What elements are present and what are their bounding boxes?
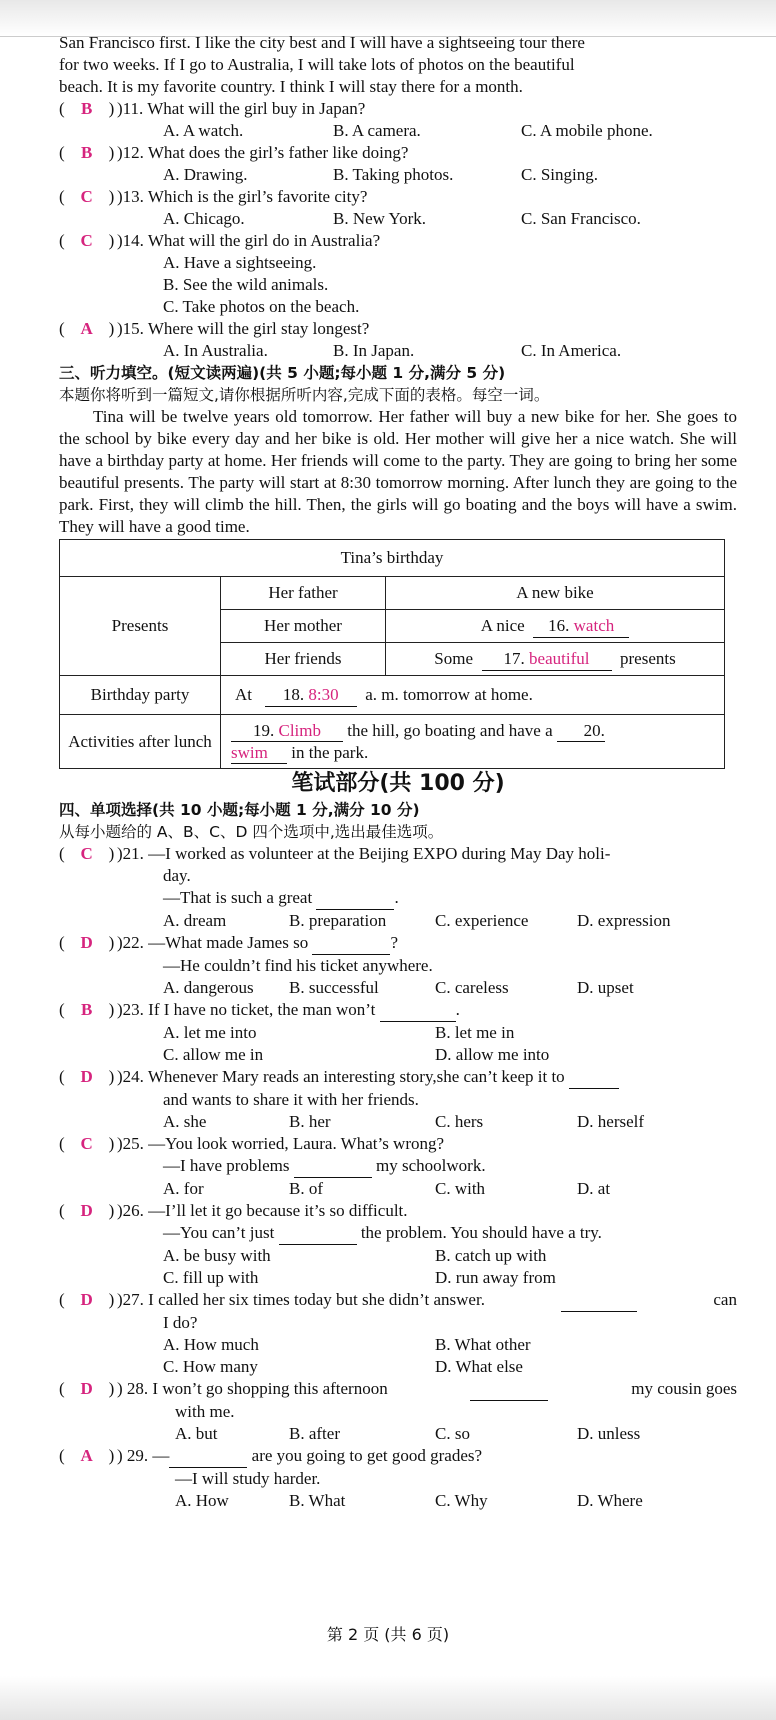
section-3-instruction: 本题你将听到一篇短文,请你根据所听内容,完成下面的表格。每空一词。 — [59, 386, 550, 404]
answer-blank — [470, 1378, 548, 1401]
section-3-passage: Tina will be twelve years old tomorrow. Her father will buy a new bike for her. She goes to the school by bike every day and her bike is old. Her mother will give her a nice watch. She will have a birthday party at home. Her friends will come to the party. They are going to bring her some beautiful presents. The party will start at 8:30 tomorrow morning. After lunch they are going to the park. First, they will climb the hill. Then, the girls will go boating and the boys will have a swim. They will have a good time. — [59, 407, 737, 536]
blank-19-20-cell: 19. Climb the hill, go boating and have a 20. swim in the park. — [221, 715, 725, 769]
birthday-table: Tina’s birthday Presents Her father A new bike Her mother A nice 16. watch Her friends Some 17. beautiful presents Birthday party At 18. 8:30 a. m. tomorrow at home. Activities after lunch 19. Climb the hill, go boating and have a 20. swim in the park. — [59, 539, 725, 769]
question-24: ( D ) )24. Whenever Mary reads an interesting story,she can’t keep it to and wants to share it with her friends. A. she B. her C. hers D. herself — [59, 1067, 645, 1131]
blank-17-cell: Some 17. beautiful presents — [386, 643, 725, 676]
section-3-heading: 三、听力填空。(短文读两遍)(共 5 小题;每小题 1 分,满分 5 分) — [59, 364, 506, 382]
question-14: ( C ) )14. What will the girl do in Australia? A. Have a sightseeing. B. See the wild animals. C. Take photos on the beach. — [59, 231, 381, 316]
question-22: ( D ) )22. —What made James so ? —He couldn’t find his ticket anywhere. A. dangerous B. successful C. careless D. upset — [59, 933, 634, 997]
answer-paren: ( B ) — [59, 99, 115, 118]
page-footer: 第 2 页 (共 6 页) — [326, 1625, 450, 1644]
intro-paragraph: San Francisco first. I like the city best and I will have a sightseeing tour there for two weeks. If I go to Australia, I will take lots of photos on the beautiful beach. It is my favorite country. I think I will stay there for a month. — [59, 33, 585, 96]
activities-label: Activities after lunch — [60, 715, 221, 769]
question-25: ( C ) )25. —You look worried, Laura. What’s wrong? —I have problems my schoolwork. A. for B. of C. with D. at — [59, 1134, 611, 1198]
question-12: ( B ) )12. What does the girl’s father like doing? A. Drawing. B. Taking photos. C. Singing. — [59, 143, 598, 184]
presents-label: Presents — [60, 577, 221, 676]
section-4-instruction: 从每小题给的 A、B、C、D 四个选项中,选出最佳选项。 — [59, 823, 444, 841]
answer-blank — [561, 1289, 637, 1312]
answer-blank — [169, 1445, 247, 1468]
page-content — [59, 32, 737, 1512]
top-shadow — [0, 0, 776, 36]
blank-18: 18. 8:30 — [265, 684, 357, 707]
answer-blank — [569, 1066, 619, 1089]
answer-blank — [279, 1222, 357, 1245]
answer-blank — [312, 932, 390, 955]
question-23: ( B ) )23. If I have no ticket, the man won’t . A. let me into B. let me in C. allow me in D. allow me into — [59, 1000, 550, 1064]
blank-18-cell: At 18. 8:30 a. m. tomorrow at home. — [221, 676, 725, 715]
question-29: ( A ) ) 29. — are you going to get good grades? —I will study harder. A. How B. What C. Why D. Where — [59, 1446, 643, 1510]
question-13: ( C ) )13. Which is the girl’s favorite city? A. Chicago. B. New York. C. San Francisco. — [59, 187, 641, 228]
question-11: ( B ) )11. What will the girl buy in Japan? A. A watch. B. A camera. C. A mobile phone. — [59, 99, 653, 140]
bottom-shadow — [0, 1676, 776, 1720]
question-15: ( A ) )15. Where will the girl stay longest? A. In Australia. B. In Japan. C. In America. — [59, 319, 622, 360]
blank-17: 17. beautiful — [482, 648, 612, 671]
blank-16-cell: A nice 16. watch — [386, 610, 725, 643]
table-title: Tina’s birthday — [60, 540, 725, 577]
party-label: Birthday party — [60, 676, 221, 715]
blank-16: 16. watch — [533, 615, 629, 638]
answer-blank — [316, 887, 394, 910]
question-28: ( D ) ) 28. I won’t go shopping this afternoon my cousin goes with me. A. but B. after C. so D. unless — [59, 1379, 737, 1443]
question-26: ( D ) )26. —I’ll let it go because it’s so difficult. —You can’t just the problem. You should have a try. A. be busy with B. catch up with C. fill up with D. run away from — [59, 1201, 602, 1287]
answer-blank — [380, 999, 456, 1022]
blank-19: 19. Climb — [231, 720, 343, 742]
question-21: ( C ) )21. —I worked as volunteer at the Beijing EXPO during May Day holi- day. —That is such a great . A. dream B. preparation C. experience D. expression — [59, 844, 671, 930]
written-section-title: 笔试部分(共 100 分) — [291, 771, 505, 796]
section-4-heading: 四、单项选择(共 10 小题;每小题 1 分,满分 10 分) — [59, 801, 420, 819]
question-27: ( D ) )27. I called her six times today but she didn’t answer. can I do? A. How much B. What other C. How many D. What else — [59, 1290, 737, 1376]
blank-20: 20. — [557, 720, 605, 742]
answer-blank — [294, 1155, 372, 1178]
